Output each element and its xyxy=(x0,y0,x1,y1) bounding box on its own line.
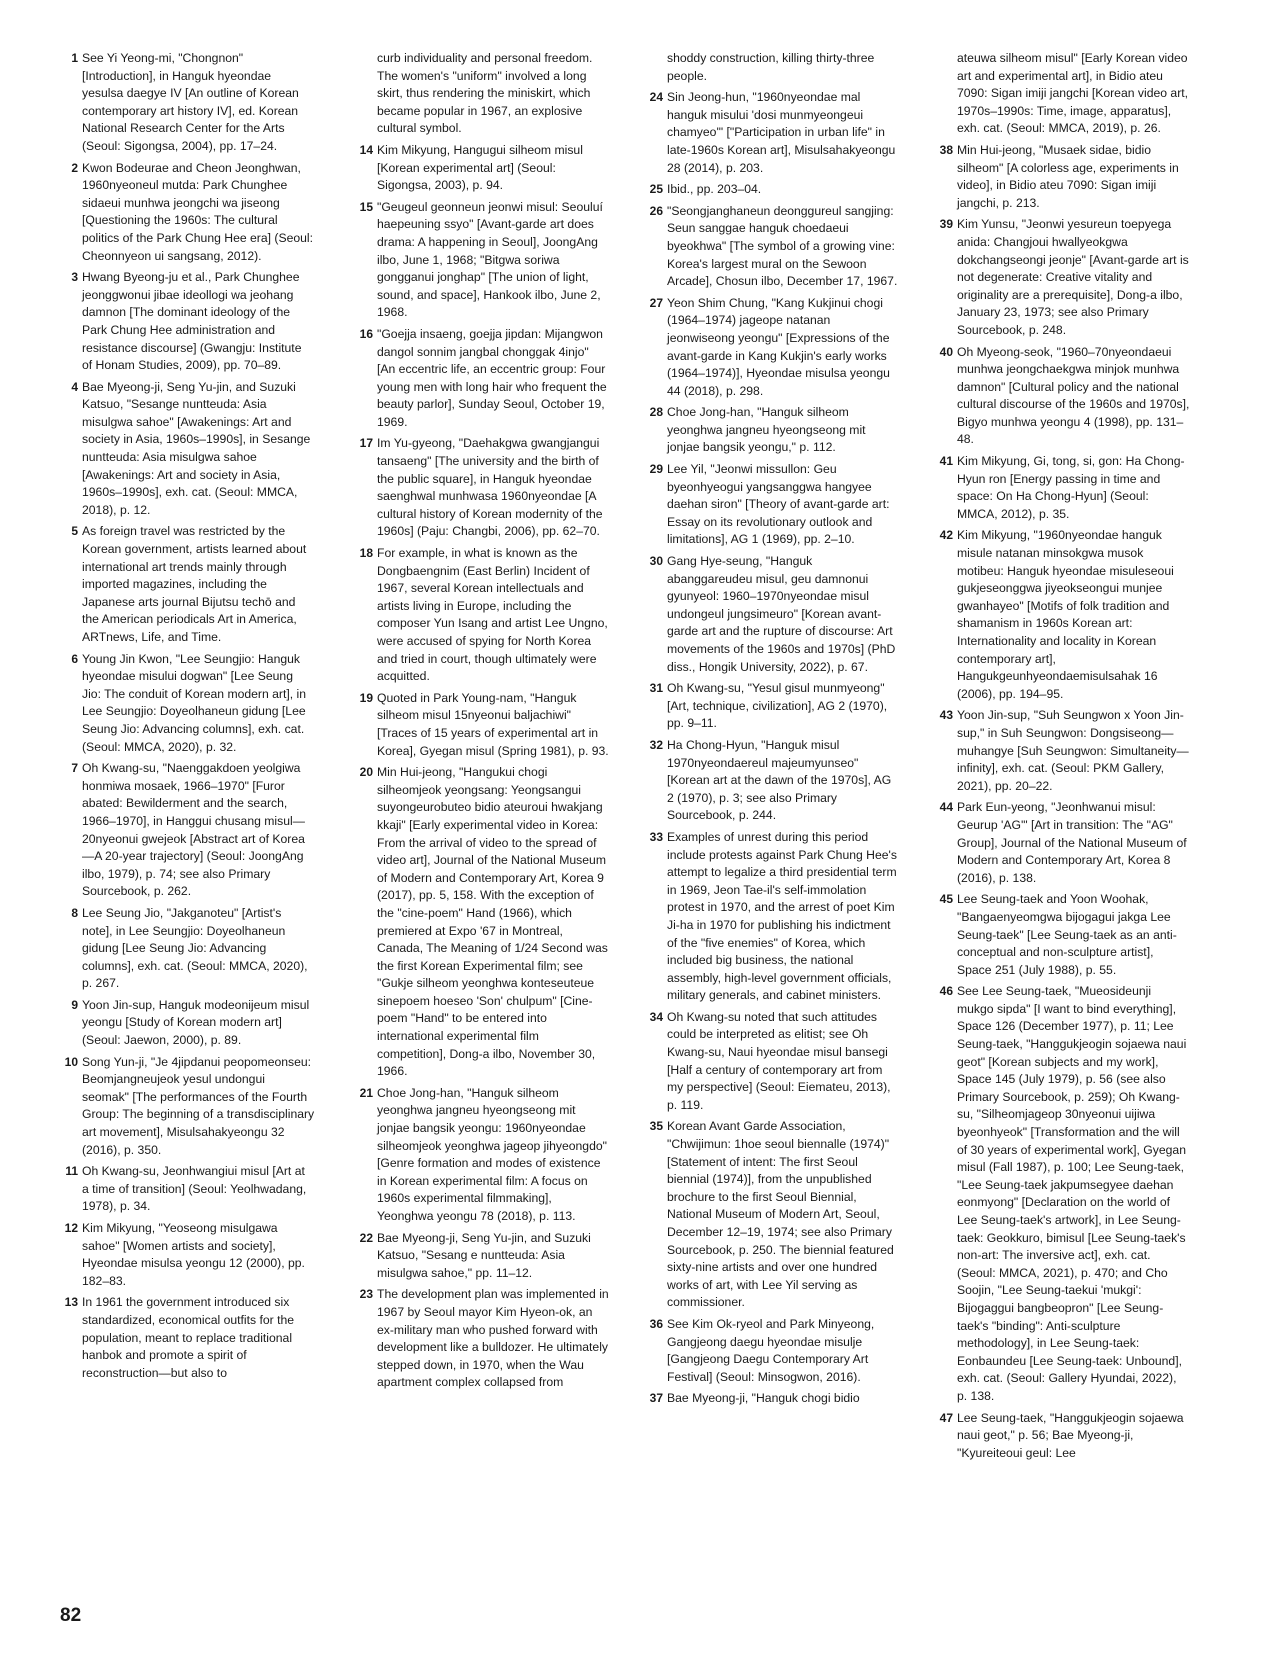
endnote-text: Choe Jong-han, "Hanguk silheom yeonghwa jangneu hyeongseong mit jonjae bangsik yeongu," p. 112. xyxy=(667,405,866,455)
endnote-number: 38 xyxy=(939,142,953,157)
endnote-23 xyxy=(355,1286,610,1392)
endnote-45 xyxy=(935,891,1190,979)
endnote-43 xyxy=(935,707,1190,795)
endnote-number: 31 xyxy=(649,681,663,696)
endnote-text: Bae Myeong-ji, Seng Yu-jin, and Suzuki Katsuo, "Sesange nuntteuda: Asia misulgwa sahoe" [Awakenings: Art and society in Asia, 1960s–1990s], in Sesange nuntteuda: Asia misulgwa sahoe [Awakenings: Art and society in Asia, 1960s–1990s], exh. cat. (Seoul: MMCA, 2018), p. 12. xyxy=(82,379,311,517)
endnote-text: For example, in what is known as the Dongbaengnim (East Berlin) Incident of 1967, several Korean intellectuals and artists living in Europe, including the composer Yun Isang and artist Lee Ungno, were accused of spying for North Korea and tried in court, though ultimately were acquitted. xyxy=(377,546,608,684)
endnote-46 xyxy=(935,983,1190,1405)
endnote-text: Examples of unrest during this period include protests against Park Chung Hee's attempt to legalize a third presidential term in 1969, Jeon Tae-il's self-immolation protest in 1970, and the arrest of poet Kim Ji-ha in 1970 for publishing his indictment of the "five enemies" of Korea, which included big business, the national assembly, high-level government officials, military generals, and cabinet ministers. xyxy=(667,829,897,1003)
endnote-number: 27 xyxy=(649,295,663,310)
endnote-text: Oh Myeong-seok, "1960–70nyeondaeui munhwa jeongchaekgwa minjok munhwa damnon" [Cultural policy and the national cultural discourse of the 1960s and 1970s], Bigyo munhwa yeongu 4 (1998), pp. 131–48. xyxy=(957,344,1190,447)
endnote-26 xyxy=(645,203,900,291)
endnote-continuation xyxy=(355,50,610,138)
notes-column-1 xyxy=(60,50,315,1386)
endnote-number: 6 xyxy=(71,651,78,666)
endnote-number: 22 xyxy=(359,1230,373,1245)
endnote-text: See Kim Ok-ryeol and Park Minyeong, Gangjeong daegu hyeondae misulje [Gangjeong Daegu Contemporary Art Festival] (Seoul: Minsogwon, 2016). xyxy=(667,1316,875,1384)
endnote-text: Oh Kwang-su, "Naenggakdoen yeolgiwa honmiwa mosaek, 1966–1970" [Furor abated: Bewilderment and the search, 1966–1970], in Hanggui chusang misul—20nyeonui gwejeok [Abstract art of Korea—A 20-year trajectory] (Seoul: JoongAng ilbo, 1979), p. 74; see also Primary Sourcebook, p. 262. xyxy=(82,761,305,899)
endnote-number: 26 xyxy=(649,203,663,218)
endnote-19 xyxy=(355,690,610,760)
endnote-text: Bae Myeong-ji, Seng Yu-jin, and Suzuki Katsuo, "Sesang e nuntteuda: Asia misulgwa sahoe," pp. 11–12. xyxy=(377,1230,591,1280)
notes-column-2 xyxy=(355,50,610,1396)
endnote-32 xyxy=(645,737,900,825)
endnote-text: Oh Kwang-su, Jeonhwangiui misul [Art at a time of transition] (Seoul: Yeolhwadang, 1978), p. 34. xyxy=(82,1164,307,1214)
endnote-number: 40 xyxy=(939,344,953,359)
endnote-text: Min Hui-jeong, "Hangukui chogi silheomjeok yeongsang: Yeongsangui suyongeurobuteo bidio ateuroui hwakjang kkaji" [Early experimental video in Korea: From the arrival of video to the spread of video art], Journal of the National Museum of Modern and Contemporary Art, Korea 9 (2017), pp. 5, 158. With the exception of the "cine-poem" Hand (1966), which premiered at Expo '67 in Montreal, Canada, The Meaning of 1/24 Second was the first Korean Experimental film; see "Gukje silheom yeonghwa konteseuteue sinepoem hoeseo 'Son' chulpum" [Cine-poem "Hand" to be entered into international experimental film competition], Dong-a ilbo, November 30, 1966. xyxy=(377,765,608,1079)
endnote-number: 13 xyxy=(64,1295,78,1310)
endnote-text: Im Yu-gyeong, "Daehakgwa gwangjangui tansaeng" [The university and the birth of the public square], in Hanguk hyeondae saenghwal munhwasa 1960nyeondae [A cultural history of Korean modernity of the 1960s] (Paju: Changbi, 2006), pp. 62–70. xyxy=(377,436,603,539)
endnote-number: 19 xyxy=(359,690,373,705)
endnote-15 xyxy=(355,199,610,322)
endnote-1 xyxy=(60,50,315,156)
endnote-39 xyxy=(935,216,1190,339)
endnote-text: Min Hui-jeong, "Musaek sidae, bidio silheom" [A colorless age, experiments in video], in Bidio ateu 7090: Sigan imiji jangchi, p. 213. xyxy=(957,142,1179,210)
endnote-text: Song Yun-ji, "Je 4jipdanui peopomeonseu: Beomjangneujeok yesul undongui seomak" [The performances of the Fourth Group: The beginning of a transdisciplinary art movement], Misulsahakyeongu 32 (2016), p. 350. xyxy=(82,1054,315,1157)
endnote-40 xyxy=(935,344,1190,450)
endnote-text: Kim Mikyung, Hangugui silheom misul [Korean experimental art] (Seoul: Sigongsa, 2003), p. 94. xyxy=(377,142,583,193)
endnote-text: Bae Myeong-ji, "Hanguk chogi bidio xyxy=(667,1391,860,1406)
endnote-5 xyxy=(60,523,315,646)
endnote-text: "Seongjanghaneun deonggureul sangjing: Seun sanggae hanguk choedaeui byeokhwa" [The symbol of a growing vine: Korea's largest mural on the Sewoon Arcade], Chosun ilbo, December 17, 1967. xyxy=(667,203,898,289)
endnote-text: As foreign travel was restricted by the Korean government, artists learned about international art trends mainly through imported magazines, including the Japanese arts journal Bijutsu techō and the American periodicals Art in America, ARTnews, Life, and Time. xyxy=(82,524,307,644)
page-number: 82 xyxy=(60,1605,82,1626)
endnote-number: 29 xyxy=(649,462,663,477)
endnote-number: 35 xyxy=(649,1119,663,1134)
endnote-34 xyxy=(645,1009,900,1115)
endnote-number: 44 xyxy=(939,800,953,815)
notes-column-4 xyxy=(935,50,1190,1466)
endnote-2 xyxy=(60,160,315,266)
endnote-number: 47 xyxy=(939,1410,953,1425)
endnote-38 xyxy=(935,142,1190,212)
endnote-text: Oh Kwang-su noted that such attitudes could be interpreted as elitist; see Oh Kwang-su, Naui hyeondae misul bansegi [Half a century of contemporary art from my perspective] (Seoul: Eiemateu, 2013), p. 119. xyxy=(667,1009,891,1112)
endnote-text: Kim Mikyung, Gi, tong, si, gon: Ha Chong-Hyun ron [Energy passing in time and space: On Ha Chong-Hyun] (Seoul: MMCA, 2012), p. 35. xyxy=(957,454,1185,521)
endnote-16 xyxy=(355,326,610,432)
endnote-text: Kim Mikyung, "Yeoseong misulgawa sahoe" [Women artists and society], Hyeondae misulsa yeongu 12 (2000), pp. 182–83. xyxy=(82,1221,305,1288)
endnote-text: Gang Hye-seung, "Hanguk abanggareudeu misul, geu damnonui gyunyeol: 1960–1970nyeondae misul undongeul jungsimeuro" [Korean avant-garde art and the rupture of discourse: Art movements of the 1960s and 1970s] (PhD diss., Hongik University, 2022), p. 67. xyxy=(667,554,896,674)
endnote-text: Lee Yil, "Jeonwi missullon: Geu byeonhyeogui yangsanggwa hangyee daehan siron" [Theory of avant-garde art: Essay on its revolutionary outlook and limitations], AG 1 (1969), pp. 2–10. xyxy=(667,462,890,547)
endnote-text: Choe Jong-han, "Hanguk silheom yeonghwa jangneu hyeongseong mit jonjae bangsik yeongu: 1960nyeondae silheomjeok yeonghwa jageop jihyeongdo" [Genre formation and modes of existence in Korean experimental film: A focus on 1960s experimental filmmaking], Yeonghwa yeongu 78 (2018), p. 113. xyxy=(377,1085,607,1223)
endnote-31 xyxy=(645,680,900,733)
endnote-22 xyxy=(355,1230,610,1283)
endnote-text: See Yi Yeong-mi, "Chongnon" [Introduction], in Hanguk hyeondae yesulsa daegye IV [An outline of Korean contemporary art history IV], ed. Korean National Research Center for the Arts (Seoul: Sigongsa, 2004), pp. 17–24. xyxy=(82,51,299,153)
endnote-20 xyxy=(355,764,610,1081)
endnote-text: Yeon Shim Chung, "Kang Kukjinui chogi (1964–1974) jageope natanan jeonwiseong yeongu" [Expressions of the avant-garde in Kang Kukjin's early works (1964–1974)], Hyeondae misulsa yeongu 44 (2018), p. 298. xyxy=(667,295,890,398)
endnote-text: Yoon Jin-sup, "Suh Seungwon x Yoon Jin-sup," in Suh Seungwon: Dongsiseong—muhangye [Suh Seungwon: Simultaneity—infinity], exh. cat. (Seoul: PKM Gallery, 2021), pp. 20–22. xyxy=(957,708,1189,793)
endnote-number: 1 xyxy=(71,51,78,65)
endnote-text: "Goejja insaeng, goejja jipdan: Mijangwon dangol sonnim jangbal chonggak 4injo" [An eccentric life, an eccentric group: Four young men with long hair who frequent the beauty parlor], Sunday Seoul, October 19, 1969. xyxy=(377,326,607,429)
endnote-number: 43 xyxy=(939,708,953,723)
endnote-12 xyxy=(60,1220,315,1290)
endnote-text: ateuwa silheom misul" [Early Korean video art and experimental art], in Bidio ateu 7090: Sigan imiji jangchi [Korean video art, 1970s–1990s: Time, image, apparatus], exh. cat. (Seoul: MMCA, 2019), p. 26. xyxy=(957,51,1189,136)
endnote-number: 10 xyxy=(64,1054,78,1069)
endnote-text: Kim Yunsu, "Jeonwi yesureun toepyega anida: Changjoui hwallyeokgwa dokchangseongi jeonje" [Avant-garde art is not degenerate: Creative vitality and originality are a prerequisite], Dong-a ilbo, January 23, 1973; see also Primary Sourcebook, p. 248. xyxy=(957,217,1189,337)
endnote-text: See Lee Seung-taek, "Mueosideunji mukgo sipda" [I want to bind everything], Space 126 (December 1977), p. 11; Lee Seung-taek, "Hanggukjeogin sojaewa naui geot" [Korean subjects and my work], Space 145 (July 1979), p. 56 (see also Primary Sourcebook, p. 259); Oh Kwang-su, "Silheomjageop 30nyeonui uijiwa byeonhyeok" [Transformation and the will of 30 years of experimental work], Gyegan misul (Fall 1987), p. 100; Lee Seung-taek, "Lee Seung-taek jakpumsegyee daehan eonmyong" [Declaration on the world of Lee Seung-taek's artwork], in Lee Seung-taek: Geokkuro, bimisul [Lee Seung-taek's non-art: The inversive act], exh. cat. (Seoul: MMCA, 2021), p. 470; and Cho Soojin, "Lee Seung-taekui 'mukgi': Bijogaggui bangbeopron" [Lee Seung-taek's "binding": Anti-sculpture methodology], in Lee Seung-taek: Eonbaundeu [Lee Seung-taek: Unbound], exh. cat. (Seoul: Gallery Hyundai, 2022), p. 138. xyxy=(957,984,1187,1403)
endnote-25 xyxy=(645,181,900,199)
endnote-text: Young Jin Kwon, "Lee Seungjio: Hanguk hyeondae misului dogwan" [Lee Seung Jio: The conduit of Korean modern art], in Lee Seungjio: Doyeolhaneun gidung [Lee Seung Jio: Advancing columns], exh. cat. (Seoul: MMCA, 2020), p. 32. xyxy=(82,651,307,754)
endnote-number: 37 xyxy=(649,1391,663,1406)
endnote-3 xyxy=(60,269,315,375)
endnote-number: 17 xyxy=(359,436,373,451)
endnote-number: 23 xyxy=(359,1287,373,1302)
endnote-text: In 1961 the government introduced six standardized, economical outfits for the population, meant to replace traditional hanbok and promote a spirit of reconstruction—but also to xyxy=(82,1295,295,1380)
endnote-number: 12 xyxy=(64,1221,78,1235)
endnote-9 xyxy=(60,997,315,1050)
endnote-text: curb individuality and personal freedom. The women's "uniform" involved a long skirt, thus rendering the miniskirt, which became popular in 1967, an explosive cultural symbol. xyxy=(377,51,593,136)
endnote-number: 5 xyxy=(71,524,78,539)
endnote-number: 24 xyxy=(649,90,663,105)
endnote-44 xyxy=(935,799,1190,887)
endnote-text: "Geugeul geonneun jeonwi misul: Seouluí haepeuning ssyo" [Avant-garde art does drama: A happening in Seoul], JoongAng ilbo, June 1, 1968; "Bitgwa soriwa gongganui jonghap" [The union of light, sound, and space], Hankook ilbo, June 2, 1968. xyxy=(377,199,603,320)
endnote-number: 45 xyxy=(939,892,953,907)
endnote-10 xyxy=(60,1054,315,1160)
endnote-30 xyxy=(645,553,900,676)
endnote-number: 32 xyxy=(649,737,663,752)
endnote-number: 28 xyxy=(649,405,663,420)
endnote-number: 41 xyxy=(939,454,953,469)
endnote-text: Quoted in Park Young-nam, "Hanguk silheom misul 15nyeonui baljachiwi" [Traces of 15 years of experimental art in Korea], Gyegan misul (Spring 1981), p. 93. xyxy=(377,690,609,758)
endnote-11 xyxy=(60,1163,315,1216)
endnote-8 xyxy=(60,905,315,993)
endnote-number: 18 xyxy=(359,546,373,561)
endnote-number: 14 xyxy=(359,142,373,157)
endnote-7 xyxy=(60,760,315,901)
endnote-text: Ha Chong-Hyun, "Hanguk misul 1970nyeondaereul majeumyunseo" [Korean art at the dawn of the 1970s], AG 2 (1970), p. 3; see also Primary Sourcebook, p. 244. xyxy=(667,737,892,823)
endnote-continuation xyxy=(935,50,1190,138)
endnote-number: 46 xyxy=(939,984,953,999)
endnote-text: Lee Seung-taek, "Hanggukjeogin sojaewa naui geot," p. 56; Bae Myeong-ji, "Kyureiteoui geul: Lee xyxy=(957,1410,1184,1460)
endnote-35 xyxy=(645,1118,900,1312)
endnote-36 xyxy=(645,1316,900,1386)
endnote-number: 4 xyxy=(71,379,78,394)
endnote-number: 11 xyxy=(65,1164,78,1179)
endnote-text: The development plan was implemented in 1967 by Seoul mayor Kim Hyeon-ok, an ex-military man who pushed forward with development like a bulldozer. He ultimately stepped down, in 1970, when the Wau apartment complex collapsed from xyxy=(377,1287,609,1390)
endnote-47 xyxy=(935,1410,1190,1463)
endnote-4 xyxy=(60,379,315,520)
endnote-number: 7 xyxy=(71,761,78,776)
endnote-33 xyxy=(645,829,900,1005)
notes-column-3 xyxy=(645,50,900,1412)
endnote-41 xyxy=(935,453,1190,523)
endnote-number: 33 xyxy=(649,829,663,844)
endnote-number: 3 xyxy=(71,270,78,285)
endnote-number: 42 xyxy=(939,528,953,543)
endnote-27 xyxy=(645,295,900,401)
endnote-number: 2 xyxy=(71,160,78,175)
endnote-29 xyxy=(645,461,900,549)
endnote-text: Sin Jeong-hun, "1960nyeondae mal hanguk misului 'dosi munmyeongeui chamyeo'" ["Participation in urban life" in late-1960s Korean art], Misulsahakyeongu 28 (2014), p. 203. xyxy=(667,90,896,175)
endnote-number: 20 xyxy=(359,765,373,780)
endnote-number: 25 xyxy=(649,182,663,197)
endnote-text: Lee Seung Jio, "Jakganoteu" [Artist's note], in Lee Seungjio: Doyeolhaneun gidung [Lee Seung Jio: Advancing columns], exh. cat. (Seoul: MMCA, 2020), p. 267. xyxy=(82,905,308,991)
endnote-number: 8 xyxy=(71,905,78,920)
endnote-6 xyxy=(60,651,315,757)
endnote-text: Korean Avant Garde Association, "Chwijimun: 1hoe seoul biennalle (1974)" [Statement of intent: The first Seoul biennial (1974)], from the unpublished brochure to the first Seoul Biennial, National Museum of Modern Art, Seoul, December 12–19, 1974; see also Primary Sourcebook, p. 250. The biennial featured sixty-nine artists and over one hundred works of art, with Lee Yil serving as commissioner. xyxy=(667,1119,894,1310)
endnote-18 xyxy=(355,545,610,686)
endnote-text: Park Eun-yeong, "Jeonhwanui misul: Geurup 'AG'" [Art in transition: The "AG" Group], Journal of the National Museum of Modern and Contemporary Art, Korea 8 (2016), p. 138. xyxy=(957,800,1187,885)
endnote-text: shoddy construction, killing thirty-three people. xyxy=(667,51,875,83)
endnote-text: Yoon Jin-sup, Hanguk modeonijeum misul yeongu [Study of Korean modern art] (Seoul: Jaewon, 2000), p. 89. xyxy=(82,997,310,1048)
endnote-17 xyxy=(355,435,610,541)
endnote-number: 36 xyxy=(649,1316,663,1331)
endnote-13 xyxy=(60,1294,315,1382)
endnote-continuation xyxy=(645,50,900,85)
endnote-28 xyxy=(645,404,900,457)
endnote-text: Ibid., pp. 203–04. xyxy=(667,182,762,197)
endnote-number: 9 xyxy=(71,997,78,1012)
endnote-text: Kwon Bodeurae and Cheon Jeonghwan, 1960nyeoneul mutda: Park Chunghee sidaeui munhwa jeongchi wa jiseong [Questioning the 1960s: The cultural politics of the Park Chung Hee era] (Seoul: Cheonnyeon ui sangsang, 2012). xyxy=(82,160,314,263)
endnote-number: 15 xyxy=(359,199,373,214)
endnote-number: 34 xyxy=(649,1009,663,1024)
endnote-42 xyxy=(935,527,1190,703)
endnote-text: Hwang Byeong-ju et al., Park Chunghee jeonggwonui jibae ideollogi wa jeohang damnon [The dominant ideology of the Park Chung Hee administration and resistance discourse] (Gwangju: Institute of Honam Studies, 2009), pp. 70–89. xyxy=(82,270,302,373)
endnote-24 xyxy=(645,89,900,177)
endnote-text: Oh Kwang-su, "Yesul gisul munmyeong" [Art, technique, civilization], AG 2 (1970), pp. 9–11. xyxy=(667,681,888,731)
endnote-text: Kim Mikyung, "1960nyeondae hanguk misule natanan minsokgwa musok motibeu: Hanguk hyeondae misuleseoui gukjeseonggwa jiyeokseongui munjee gwanhayeo" [Motifs of folk tradition and shamanism in 1960s Korean art: Internationality and locality in Korean contemporary art], Hangukgeunhyeondaemisulsahak 16 (2006), pp. 194–95. xyxy=(957,528,1174,701)
endnote-37 xyxy=(645,1390,900,1408)
endnote-14 xyxy=(355,142,610,195)
endnote-number: 39 xyxy=(939,217,953,232)
endnote-21 xyxy=(355,1085,610,1226)
endnote-number: 21 xyxy=(359,1085,373,1100)
endnote-number: 16 xyxy=(359,326,373,341)
endnote-number: 30 xyxy=(649,554,663,569)
endnote-text: Lee Seung-taek and Yoon Woohak, "Bangaenyeomgwa bijogagui jakga Lee Seung-taek" [Lee Seung-taek as an anti-conceptual and non-sculpture artist], Space 251 (July 1988), p. 55. xyxy=(957,892,1177,977)
